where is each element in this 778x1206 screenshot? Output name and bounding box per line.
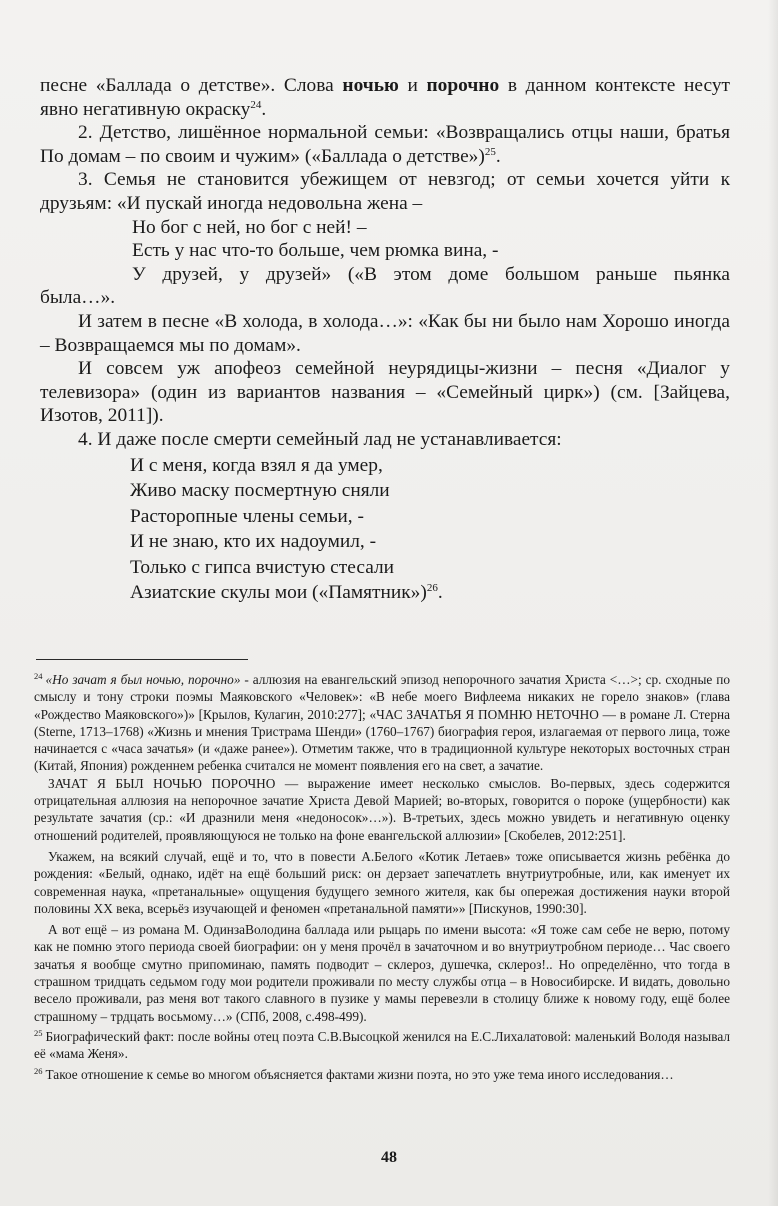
poem-line: И с меня, когда взял я да умер, (130, 454, 383, 476)
footnote-ref[interactable]: 26 (426, 582, 438, 595)
paragraph-4: И затем в песне «В холода, в холода…»: «Как бы ни было нам Хорошо иногда – Возвращаемся мы по домам». (40, 310, 730, 356)
poem-block (40, 453, 730, 607)
poem-line: Живо маску посмертную сняли (130, 480, 390, 502)
paragraph-6: 4. И даже после смерти семейный лад не устанавливается: (78, 428, 562, 450)
text-span: 2. Детство, лишённое нормальной семьи: «Возвращались отцы наши, братья По домам – по своим и чужим» («Баллада о детстве») (40, 122, 730, 167)
text-span: . (437, 582, 443, 604)
footnote-number: 26 (34, 1065, 43, 1076)
text-span: песне «Баллада о детстве». Слова (40, 75, 343, 96)
footnote-number: 24 (34, 671, 43, 681)
footnote-ref[interactable]: 24 (250, 98, 262, 111)
footnote-separator (36, 659, 248, 660)
footnote-24 (34, 668, 730, 775)
verse-continuation: была…». (40, 287, 116, 309)
paragraph-3: 3. Семья не становится убежищем от невзгод; от семьи хочется уйти к друзьям: «И пускай иногда недовольна жена – (40, 169, 730, 214)
footnote-number: 25 (34, 1027, 43, 1038)
footnote-24-part-4: А вот ещё – из романа М. ОдинзаВолодина баллада или рыцарь по имени высота: «Я тоже сам себе не верю, потому как не помню этого периода своей биографии: он у меня прочёл в зачаточном и во внутриутробном периоде… Час своего зачатья я вообще смутно припоминаю, память подводит – склероз, душечка, склероз!.. Но определённо, что тогда в страшном тридцать седьмом году мои родители проживали по месту службы отца – в Новосибирске. И видать, довольно весело проживали, раз меня вот такого славного в пузике у мамы перевезли в столицу ближе к новому году, ещё более страшному – трдцать восьмому…» (СПб, 2008, с.498-499). (34, 922, 730, 1024)
footnote-ref[interactable]: 25 (484, 145, 496, 158)
main-text (40, 74, 730, 606)
page-number: 48 (381, 1149, 397, 1166)
text-span: в данном контексте несут явно негативную окраску (40, 75, 731, 120)
footnotes (34, 668, 730, 1083)
paragraph-2 (40, 121, 730, 168)
poem-line: Расторопные члены семьи, - (130, 505, 364, 527)
footnote-24-part-3: Укажем, на всякий случай, ещё и то, что в повести А.Белого «Котик Летаев» тоже описывается жизнь ребёнка до рождения: «Белый, однако, идёт на ещё больший риск: он дерзает запечатлеть внутриутробные, или, как именует их современная наука, «претанальные» ощущения будущего земного жителя, как бы опережая достижения науки второй половины XX века, всерьёз изучающей и феномен «претанальной памяти»» [Пискунов, 1990:30]. (34, 848, 730, 916)
poem-line: И не знаю, кто их надоумил, - (130, 531, 377, 553)
verse-line: Но бог с ней, но бог с ней! – (132, 216, 367, 238)
text-span: . (261, 98, 267, 120)
text-span: . (495, 145, 501, 167)
verse-line: Есть у нас что-то больше, чем рюмка вина, - (132, 240, 499, 262)
poem-line-last (130, 580, 730, 606)
footnote-25 (34, 1025, 730, 1063)
footnote-24-part-2: ЗАЧАТ Я БЫЛ НОЧЬЮ ПОРОЧНО — выражение имеет несколько смыслов. Во-первых, здесь содержится отрицательная аллюзия на непорочное зачатие Христа Девой Марией; во-вторых, говорится о пороке (ущербности) как результате зачатия (ср.: «И дразнили меня «недоносок»…»). В-третьих, здесь можно увидеть и негативную оценку отношений родителей, проявляющуюся не только на фоне евангельской аллюзии» [Скобелев, 2012:251]. (34, 775, 730, 843)
verse-line: У друзей, у друзей» («В этом доме большом раньше пьянка (132, 263, 730, 285)
paragraph-5: И совсем уж апофеоз семейной неурядицы-жизни – песня «Диалог у телевизора» (один из вариантов названия – «Семейный цирк») (см. [Зайцева, Изотов, 2011]). (40, 358, 730, 427)
text-span: Азиатские скулы мои («Памятник») (130, 582, 427, 604)
poem-line: Только с гипса вчистую стесали (130, 556, 395, 578)
footnote-text: - аллюзия на евангельский эпизод непорочного зачатия Христа <…>; ср. сходные по смыслу и тону строки поэмы Маяковского «Человек»: «В небе моего Вифлеема никаких не горело знаков» (глава «Рождество Маяковского»)» [Крылов, Кулагин, 2010:277]; «ЧАС ЗАЧАТЬЯ Я ПОМНЮ НЕТОЧНО — в романе Л. Стерна (Sterne, 1713–1768) «Жизнь и мнения Тристрама Шенди» (1760–1767) биография героя, излагаемая от первого лица, тоже начинается с «часа зачатья» (и «даже ранее»). Отметим также, что в традиционной культуре некоторых восточных стран (Китай, Япония) рожденнем ребенка считался не момент появления его на свет, а зачатие. (34, 672, 730, 774)
paragraph-1 (40, 74, 730, 121)
text-span: и (398, 75, 427, 96)
bold-word: ночью (342, 75, 399, 96)
footnote-text: Биографический факт: после войны отец поэта С.В.Высоцкой женился на Е.С.Лихалатовой: маленький Володя называл её «мама Женя». (34, 1028, 730, 1062)
quoted-line: «Но зачат я был ночью, порочно» (45, 672, 241, 687)
bold-word: порочно (426, 75, 500, 96)
footnote-text: Такое отношение к семье во многом объясняется фактами жизни поэта, но это уже тема иного исследования… (45, 1066, 674, 1082)
footnote-26 (34, 1063, 730, 1083)
